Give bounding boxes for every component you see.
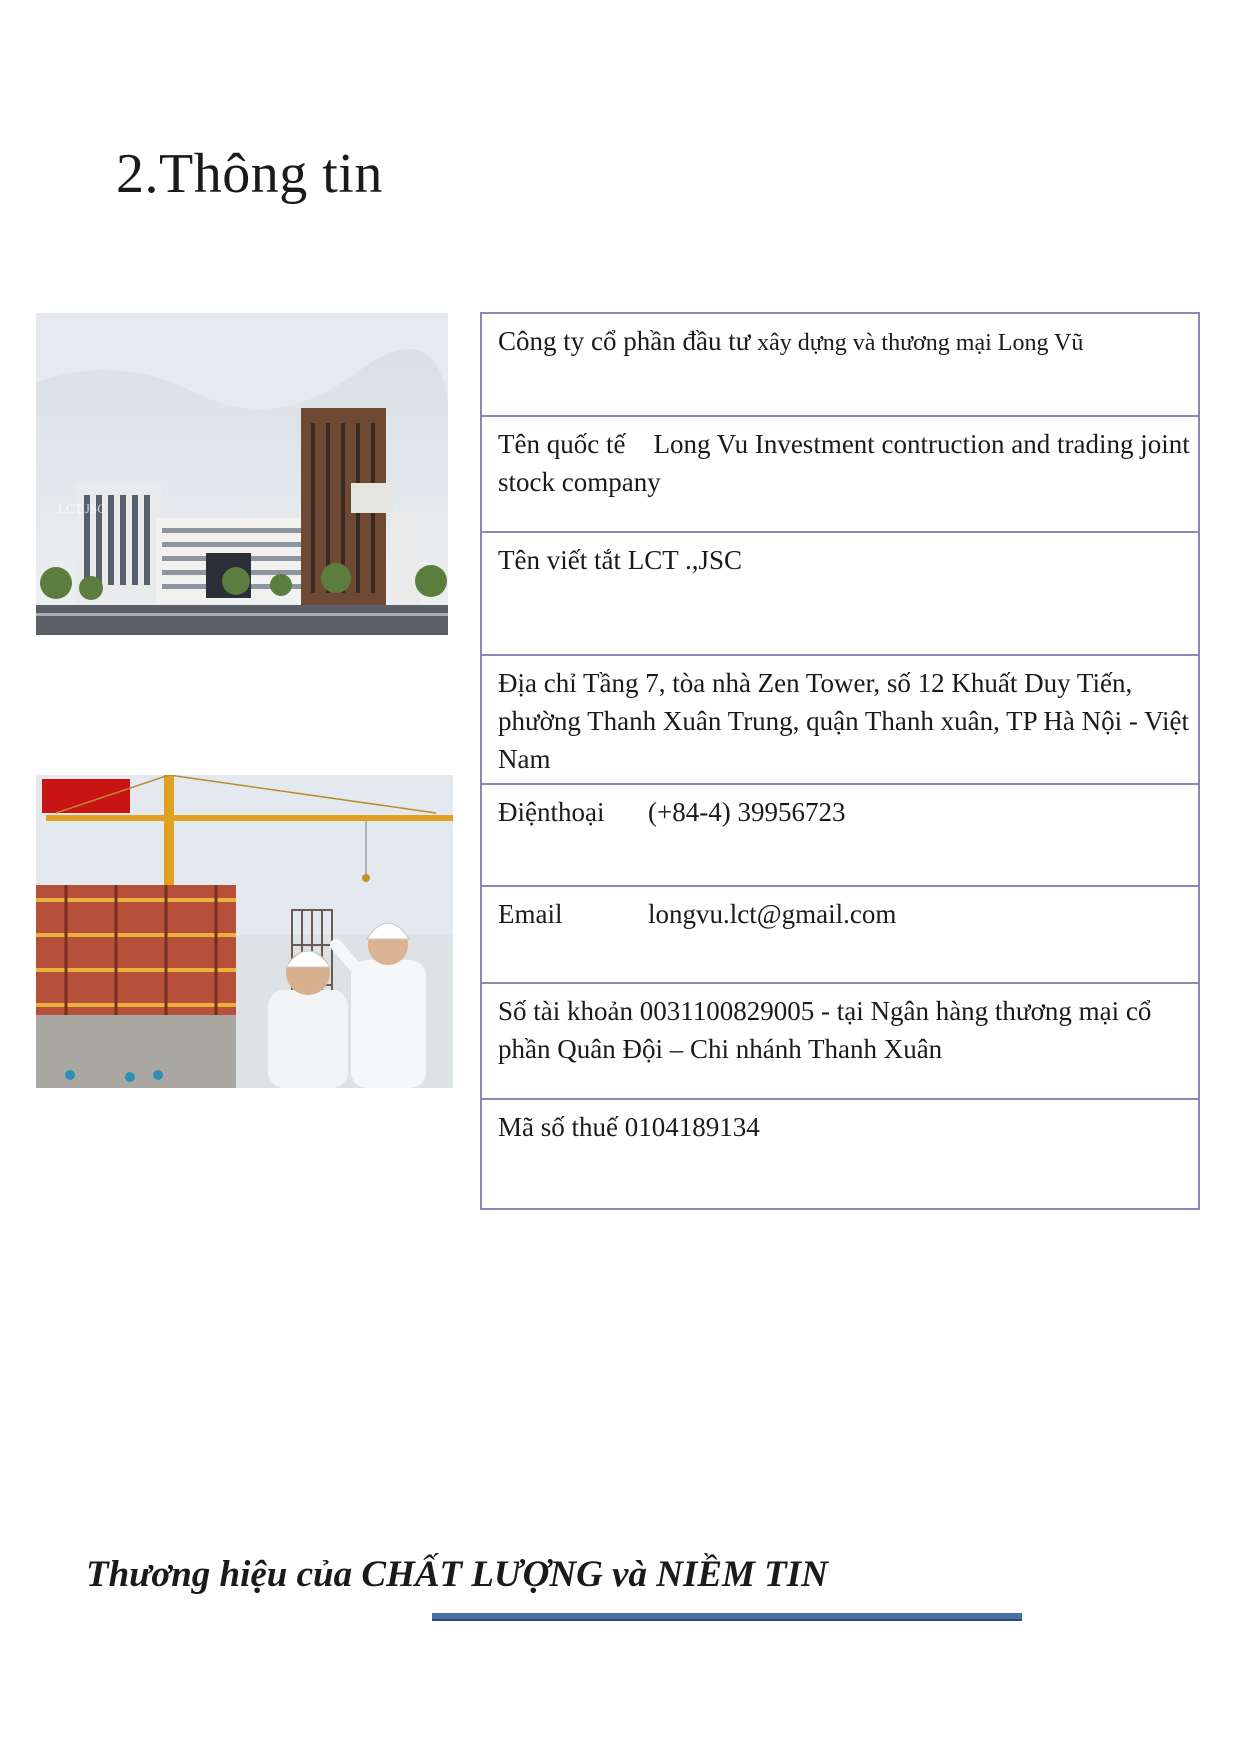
international-name: [481, 416, 1199, 532]
short-name: Tên viết tắt LCT .,JSC: [481, 532, 1199, 655]
table-row: [481, 983, 1199, 1099]
table-row: [481, 655, 1199, 784]
construction-photo: [36, 775, 453, 1088]
email-value: longvu.lct@gmail.com: [648, 899, 897, 929]
tax-code: Mã số thuế 0104189134: [481, 1099, 1199, 1209]
table-row: [481, 1099, 1199, 1209]
watermark-text: LCT.JSC: [58, 501, 106, 516]
address: Địa chỉ Tầng 7, tòa nhà Zen Tower, số 12 Khuất Duy Tiến, phường Thanh Xuân Trung, quận Thanh xuân, TP Hà Nội - Việt Nam: [481, 655, 1199, 784]
company-name-suffix: xây dựng và thương mại Long Vũ: [757, 330, 1084, 356]
table-row: [481, 416, 1199, 532]
company-full-name: [481, 313, 1199, 416]
decorative-rule: [432, 1613, 1022, 1621]
email-label: Email: [498, 899, 563, 929]
table-row: [481, 784, 1199, 886]
phone-value: (+84-4) 39956723: [648, 797, 846, 827]
table-row: [481, 313, 1199, 416]
table-row: [481, 532, 1199, 655]
company-info-table: [480, 312, 1200, 1210]
email: [481, 886, 1199, 983]
page-title: 2.Thông tin: [116, 143, 383, 205]
intl-name-value: Long Vu Investment contruction and trading joint stock company: [498, 429, 1190, 497]
phone-label: Điệnthoại: [498, 797, 605, 827]
phone: [481, 784, 1199, 886]
table-row: [481, 886, 1199, 983]
company-name-prefix: Công ty cổ phần đầu tư: [498, 326, 751, 356]
red-accent-block: [42, 779, 130, 813]
building-photo: [36, 313, 448, 635]
slogan: Thương hiệu của CHẤT LƯỢNG và NIỀM TIN: [86, 1554, 828, 1595]
bank-account: Số tài khoản 0031100829005 - tại Ngân hàng thương mại cổ phần Quân Đội – Chi nhánh Thanh Xuân: [481, 983, 1199, 1099]
intl-name-label: Tên quốc tế: [498, 429, 626, 459]
building-illustration: [36, 313, 448, 635]
construction-illustration: [36, 775, 453, 1088]
